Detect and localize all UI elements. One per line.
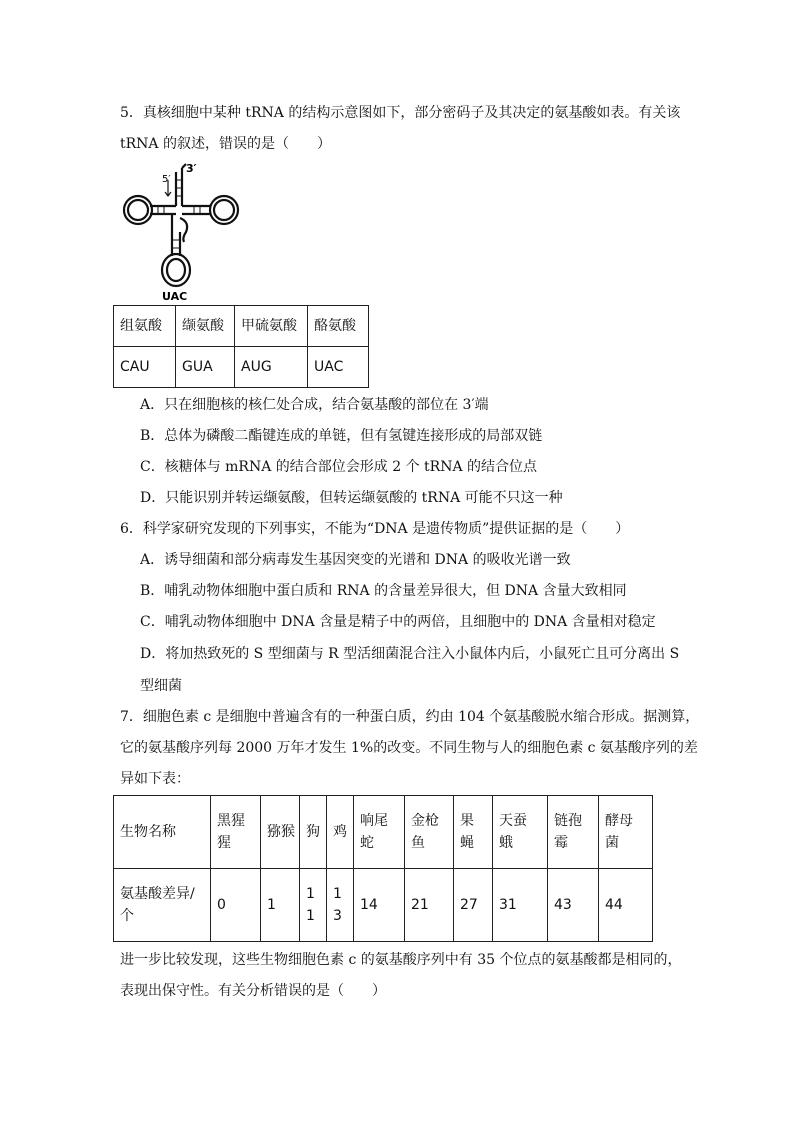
table-cell: 狗 (300, 796, 327, 869)
table-cell: 果蝇 (454, 796, 493, 869)
table-cell: 酪氨酸 (308, 306, 369, 347)
table-cell: 酵母菌 (599, 796, 653, 869)
table-cell: 缬氨酸 (176, 306, 235, 347)
table-cell: 1 (261, 869, 300, 942)
table-cell: 组氨酸 (114, 306, 176, 347)
table-cell: GUA (176, 347, 235, 388)
q6-option-b: B．哺乳动物体细胞中蛋白质和 RNA 的含量差异很大，但 DNA 含量大致相同 (140, 583, 627, 599)
q7-after-line1: 进一步比较发现，这些生物细胞色素 c 的氨基酸序列中有 35 个位点的氨基酸都是相同的， (120, 952, 682, 968)
table-cell: 27 (454, 869, 493, 942)
table-cell: 链孢霉 (548, 796, 599, 869)
q5-stem-line2: tRNA 的叙述，错误的是（ ） (120, 136, 331, 152)
table-header-label: 生物名称 (114, 796, 211, 869)
table-cell: 天蚕蛾 (493, 796, 548, 869)
codon-table (113, 305, 369, 388)
q6-option-a: A．诱导细菌和部分病毒发生基因突变的光谱和 DNA 的吸收光谱一致 (140, 552, 571, 568)
table-cell: 14 (354, 869, 405, 942)
table-cell: 13 (327, 869, 354, 942)
q6-option-d: D．将加热致死的 S 型细菌与 R 型活细菌混合注入小鼠体内后，小鼠死亡且可分离出 S (140, 646, 680, 662)
label-3prime: 3′ (186, 162, 197, 175)
q7-stem-line2: 它的氨基酸序列每 2000 万年才发生 1%的改变。不同生物与人的细胞色素 c 氨基酸序列的差 (120, 740, 698, 756)
q5-stem-line1: 5．真核细胞中某种 tRNA 的结构示意图如下，部分密码子及其决定的氨基酸如表。有关该 (120, 105, 681, 121)
q5-option-a: A．只在细胞核的核仁处合成，结合氨基酸的部位在 3′端 (140, 397, 489, 413)
table-cell: 0 (211, 869, 261, 942)
table-row-label: 氨基酸差异/个 (114, 869, 211, 942)
q6-stem: 6．科学家研究发现的下列事实，不能为“DNA 是遗传物质”提供证据的是（ ） (120, 521, 630, 537)
table-cell: 甲硫氨酸 (235, 306, 308, 347)
q6-option-d-continued: 型细菌 (140, 678, 182, 694)
table-cell: 猕猴 (261, 796, 300, 869)
table-cell: 21 (405, 869, 454, 942)
table-row (114, 306, 369, 347)
table-cell: 黑猩猩 (211, 796, 261, 869)
table-row (114, 869, 653, 942)
table-cell: 11 (300, 869, 327, 942)
trna-structure-figure (118, 160, 248, 302)
q7-stem-line1: 7．细胞色素 c 是细胞中普遍含有的一种蛋白质，约由 104 个氨基酸脱水缩合形成。据测算， (120, 709, 700, 725)
q7-stem-line3: 异如下表： (120, 771, 190, 787)
cytochrome-c-table (113, 795, 653, 942)
table-row (114, 347, 369, 388)
q5-option-b: B．总体为磷酸二酯键连成的单链，但有氢键连接形成的局部双链 (140, 428, 543, 444)
table-cell: 金枪鱼 (405, 796, 454, 869)
table-cell: UAC (308, 347, 369, 388)
q5-option-c: C．核糖体与 mRNA 的结合部位会形成 2 个 tRNA 的结合位点 (140, 459, 538, 475)
q6-option-c: C．哺乳动物体细胞中 DNA 含量是精子中的两倍，且细胞中的 DNA 含量相对稳定 (140, 614, 656, 630)
table-cell: 鸡 (327, 796, 354, 869)
label-5prime: 5′ (162, 174, 171, 185)
table-cell: 31 (493, 869, 548, 942)
table-cell: 响尾蛇 (354, 796, 405, 869)
table-cell: CAU (114, 347, 176, 388)
table-cell: 43 (548, 869, 599, 942)
q7-after-line2: 表现出保守性。有关分析错误的是（ ） (120, 983, 386, 999)
table-cell: 44 (599, 869, 653, 942)
q5-option-d: D．只能识别并转运缬氨酸，但转运缬氨酸的 tRNA 可能不只这一种 (140, 490, 563, 506)
table-row (114, 796, 653, 869)
table-cell: AUG (235, 347, 308, 388)
anticodon-label: UAC (162, 290, 188, 302)
